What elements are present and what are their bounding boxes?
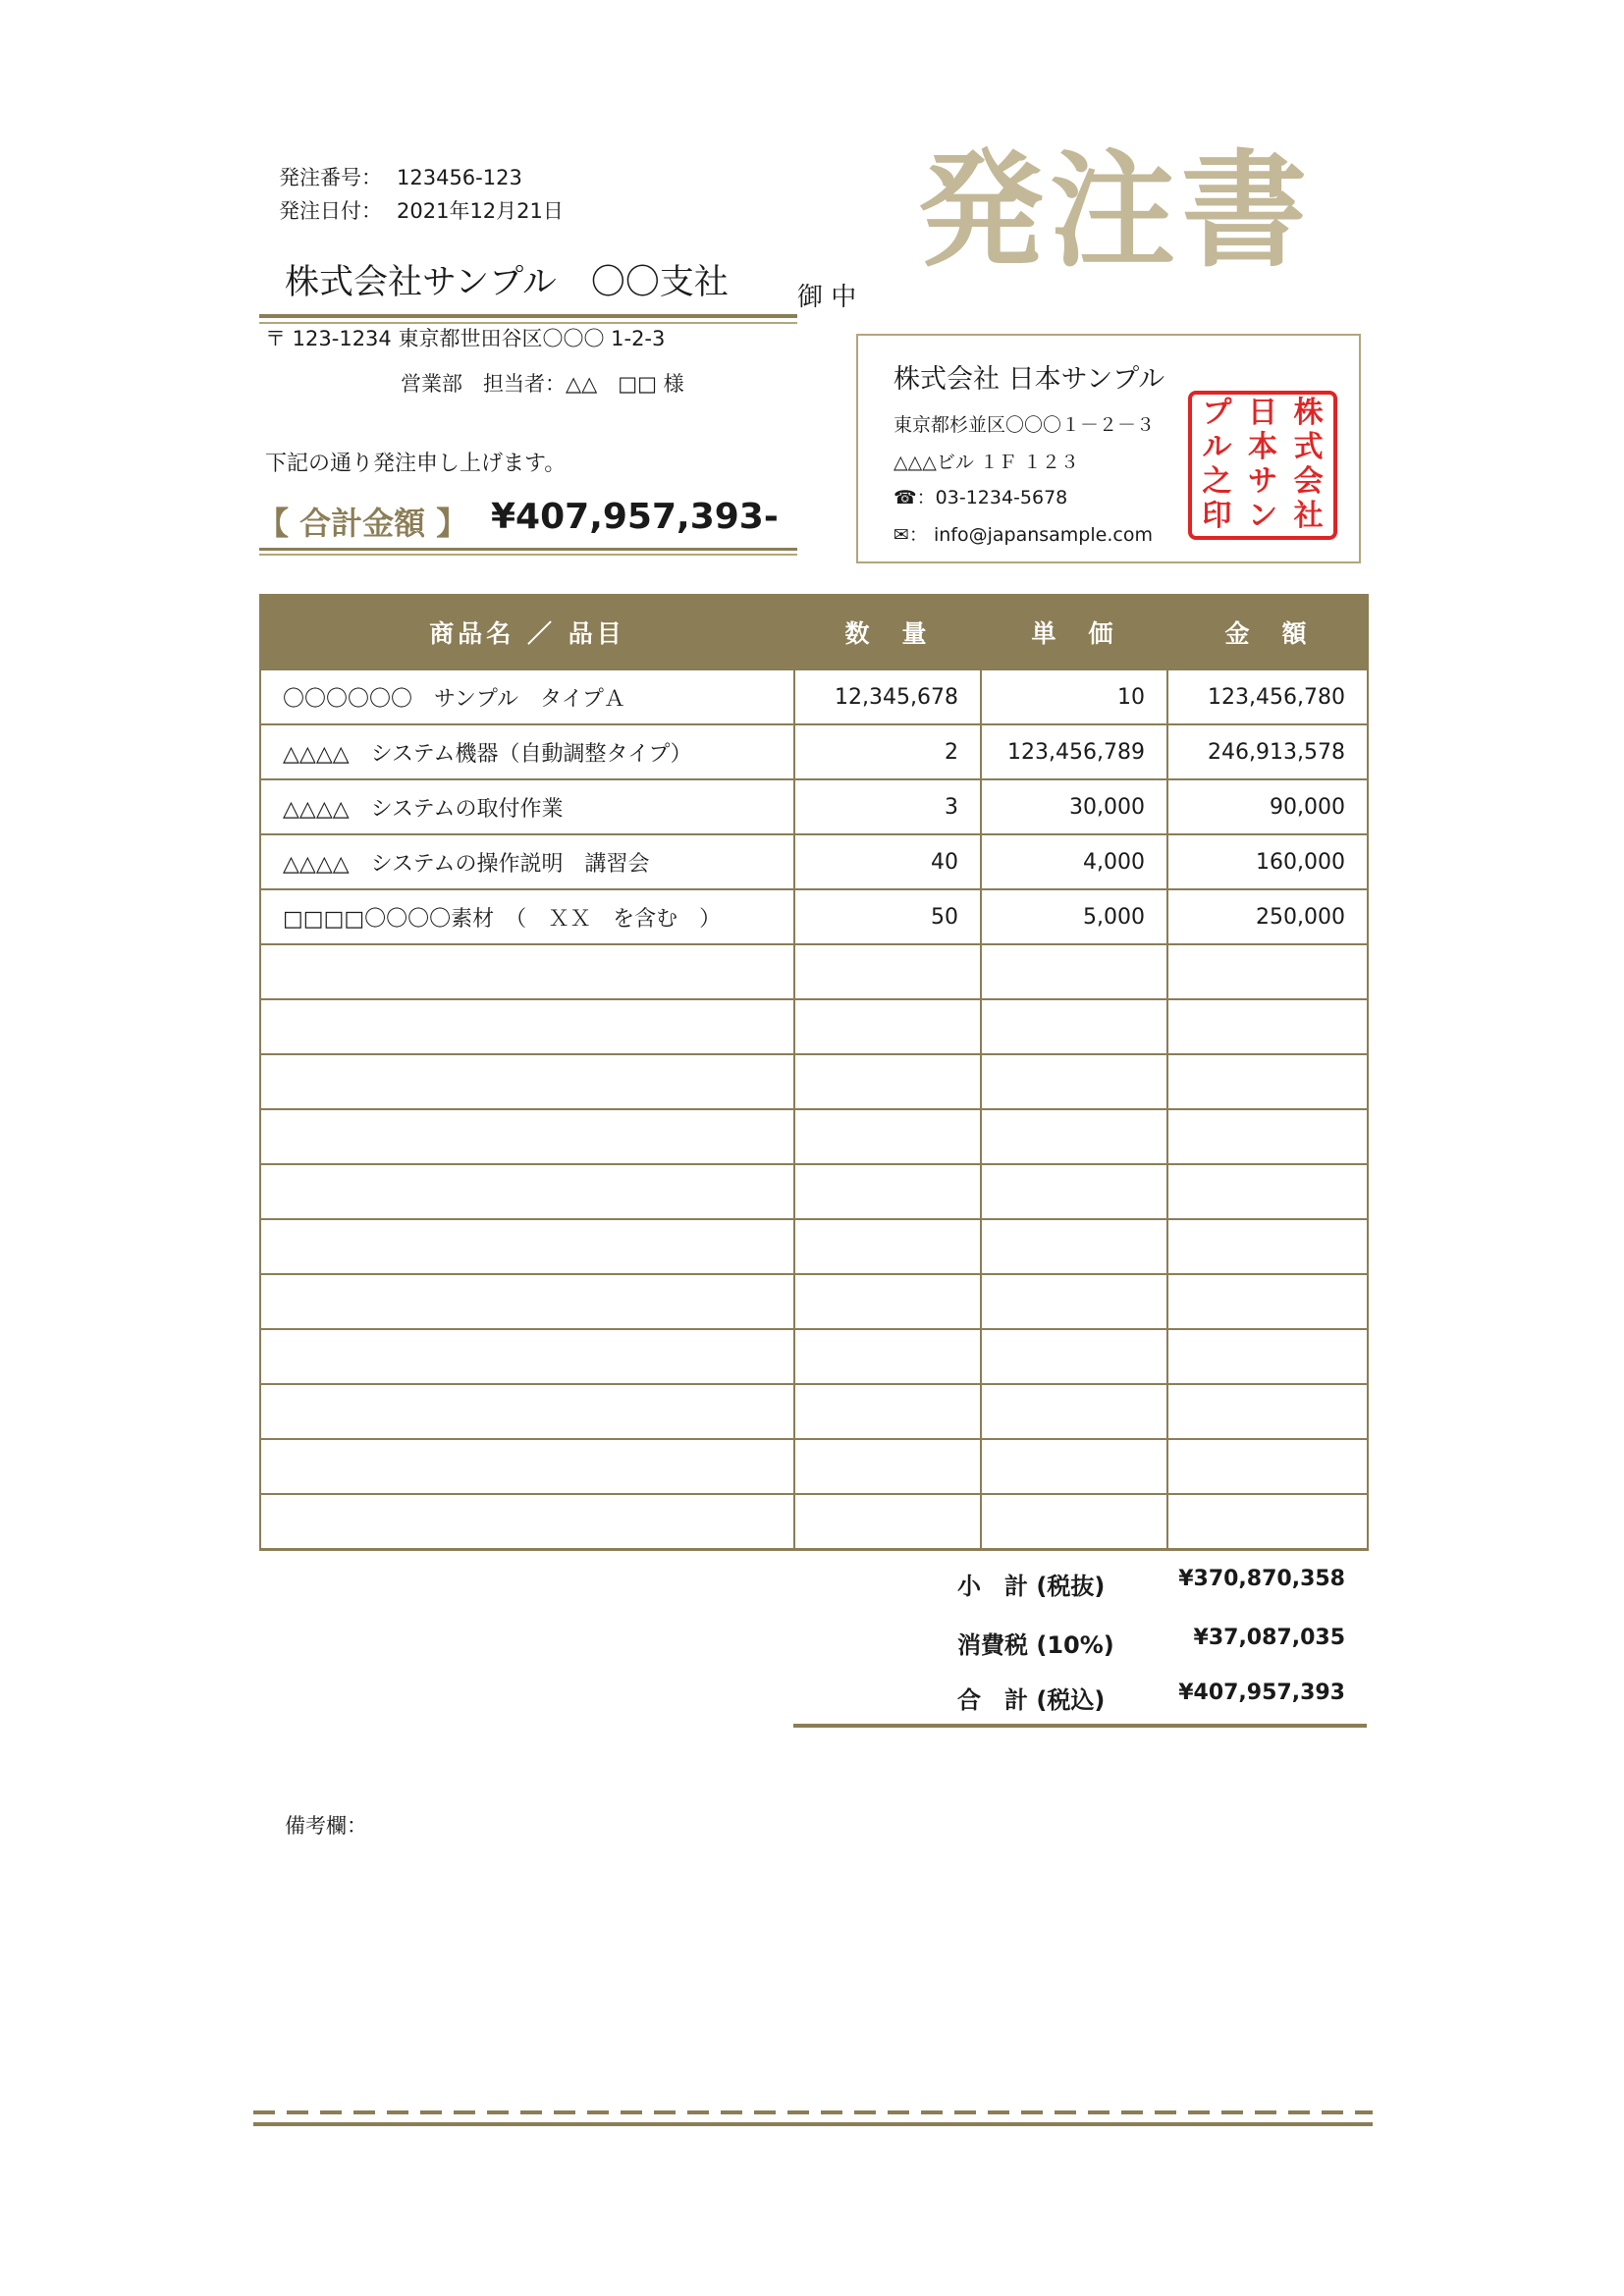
unit-price-cell bbox=[981, 1439, 1167, 1494]
seal-char: 日 bbox=[1248, 396, 1277, 430]
quantity-cell bbox=[794, 1384, 981, 1439]
table-row bbox=[260, 1164, 1368, 1219]
seal-char: 社 bbox=[1293, 499, 1324, 533]
sender-address-2: △△△ビル １Ｆ １２３ bbox=[893, 452, 1079, 473]
seal-char: 之 bbox=[1202, 464, 1232, 499]
amount-cell: 246,913,578 bbox=[1167, 724, 1368, 779]
seal-char: 印 bbox=[1202, 499, 1232, 533]
table-row bbox=[260, 1494, 1368, 1550]
seal-char: サ bbox=[1248, 464, 1277, 499]
unit-price-cell bbox=[981, 999, 1167, 1054]
seal-char: ル bbox=[1202, 430, 1232, 464]
item-name-cell bbox=[260, 1054, 794, 1109]
total-amount-label: 【 合計金額 】 bbox=[257, 505, 468, 542]
footer-dashed-line bbox=[253, 2110, 1373, 2114]
tax-row bbox=[957, 1626, 1345, 1659]
amount-cell bbox=[1167, 1329, 1368, 1384]
quantity-cell bbox=[794, 1109, 981, 1164]
item-name-cell: △△△△ システム機器（自動調整タイプ） bbox=[260, 724, 794, 779]
quantity-cell: 50 bbox=[794, 889, 981, 944]
amount-cell bbox=[1167, 1054, 1368, 1109]
quantity-cell: 3 bbox=[794, 779, 981, 834]
sender-address-1: 東京都杉並区〇〇〇１－２－３ bbox=[893, 414, 1156, 436]
amount-cell: 250,000 bbox=[1167, 889, 1368, 944]
quantity-cell bbox=[794, 1164, 981, 1219]
amount-cell: 160,000 bbox=[1167, 834, 1368, 889]
header-item-name: 商品名 ／ 品目 bbox=[260, 595, 794, 669]
header-quantity: 数 量 bbox=[794, 595, 981, 669]
seal-char: 株 bbox=[1293, 396, 1324, 430]
amount-cell bbox=[1167, 944, 1368, 999]
item-name-cell: △△△△ システムの取付作業 bbox=[260, 779, 794, 834]
table-header-row bbox=[260, 595, 1368, 669]
table-row bbox=[260, 1329, 1368, 1384]
item-name-cell bbox=[260, 1329, 794, 1384]
table-row bbox=[260, 669, 1368, 724]
table-row bbox=[260, 1384, 1368, 1439]
quantity-cell: 40 bbox=[794, 834, 981, 889]
tax-label: 消費税 (10%) bbox=[957, 1631, 1114, 1659]
table-row bbox=[260, 1439, 1368, 1494]
item-name-cell bbox=[260, 944, 794, 999]
seal-char: 会 bbox=[1293, 464, 1324, 499]
amount-cell bbox=[1167, 1219, 1368, 1274]
seal-char: 本 bbox=[1248, 430, 1277, 464]
quantity-cell bbox=[794, 1329, 981, 1384]
grand-total-label: 合 計 (税込) bbox=[957, 1686, 1106, 1714]
document-title: 発注書 bbox=[918, 137, 1314, 285]
unit-price-cell bbox=[981, 1164, 1167, 1219]
amount-cell bbox=[1167, 999, 1368, 1054]
item-name-cell bbox=[260, 999, 794, 1054]
sender-box bbox=[856, 334, 1361, 563]
sender-tel: ☎：03-1234-5678 bbox=[893, 487, 1068, 508]
unit-price-cell bbox=[981, 1494, 1167, 1550]
client-underline bbox=[259, 314, 797, 318]
order-number: 123456-123 bbox=[397, 166, 522, 189]
unit-price-cell: 4,000 bbox=[981, 834, 1167, 889]
table-row bbox=[260, 724, 1368, 779]
amount-cell: 123,456,780 bbox=[1167, 669, 1368, 724]
notes-label: 備考欄： bbox=[285, 1814, 367, 1838]
header-unit-price: 単 価 bbox=[981, 595, 1167, 669]
quantity-cell bbox=[794, 1219, 981, 1274]
client-contact: 営業部 担当者：△△ □□ 様 bbox=[401, 372, 684, 396]
order-date-label: 発注日付： bbox=[279, 199, 382, 223]
table-row bbox=[260, 889, 1368, 944]
unit-price-cell bbox=[981, 944, 1167, 999]
amount-cell bbox=[1167, 1384, 1368, 1439]
subtotal-label: 小 計 (税抜) bbox=[957, 1573, 1106, 1600]
item-name-cell bbox=[260, 1164, 794, 1219]
order-date: 2021年12月21日 bbox=[397, 199, 564, 223]
client-honorific: 御 中 bbox=[797, 283, 857, 312]
table-row bbox=[260, 944, 1368, 999]
table-row bbox=[260, 1274, 1368, 1329]
subtotal-row bbox=[957, 1567, 1345, 1600]
unit-price-cell bbox=[981, 1274, 1167, 1329]
items-table bbox=[259, 594, 1369, 1551]
item-name-cell: △△△△ システムの操作説明 講習会 bbox=[260, 834, 794, 889]
item-name-cell bbox=[260, 1109, 794, 1164]
item-name-cell: □□□□〇〇〇〇素材 （ ＸＸ を含む ） bbox=[260, 889, 794, 944]
unit-price-cell: 5,000 bbox=[981, 889, 1167, 944]
grand-total-value: ¥407,957,393 bbox=[1178, 1681, 1345, 1705]
table-row bbox=[260, 1219, 1368, 1274]
grand-total-row bbox=[957, 1681, 1345, 1714]
amount-cell bbox=[1167, 1164, 1368, 1219]
unit-price-cell bbox=[981, 1329, 1167, 1384]
seal-char: 式 bbox=[1293, 430, 1324, 464]
item-name-cell: 〇〇〇〇〇〇 サンプル タイプＡ bbox=[260, 669, 794, 724]
amount-cell bbox=[1167, 1439, 1368, 1494]
subtotal-value: ¥370,870,358 bbox=[1178, 1567, 1345, 1591]
amount-cell: 90,000 bbox=[1167, 779, 1368, 834]
item-name-cell bbox=[260, 1494, 794, 1550]
sender-name: 株式会社 日本サンプル bbox=[893, 364, 1165, 395]
summary-underline bbox=[793, 1724, 1367, 1728]
unit-price-cell bbox=[981, 1109, 1167, 1164]
client-address: 〒 123-1234 東京都世田谷区〇〇〇 1-2-3 bbox=[265, 327, 666, 350]
table-row bbox=[260, 999, 1368, 1054]
item-name-cell bbox=[260, 1219, 794, 1274]
unit-price-cell bbox=[981, 1384, 1167, 1439]
unit-price-cell: 10 bbox=[981, 669, 1167, 724]
client-name: 株式会社サンプル 〇〇支社 bbox=[285, 263, 729, 302]
order-date-row bbox=[279, 194, 564, 228]
quantity-cell bbox=[794, 999, 981, 1054]
total-amount-value: ¥407,957,393- bbox=[491, 497, 779, 537]
table-row bbox=[260, 1054, 1368, 1109]
unit-price-cell bbox=[981, 1219, 1167, 1274]
order-number-label: 発注番号： bbox=[279, 166, 382, 189]
unit-price-cell: 30,000 bbox=[981, 779, 1167, 834]
amount-cell bbox=[1167, 1274, 1368, 1329]
quantity-cell bbox=[794, 1439, 981, 1494]
order-meta bbox=[279, 161, 564, 228]
amount-cell bbox=[1167, 1494, 1368, 1550]
footer-rule bbox=[253, 2122, 1373, 2126]
table-row bbox=[260, 1109, 1368, 1164]
header-amount: 金 額 bbox=[1167, 595, 1368, 669]
item-name-cell bbox=[260, 1384, 794, 1439]
quantity-cell bbox=[794, 1054, 981, 1109]
table-row bbox=[260, 834, 1368, 889]
company-seal-stamp bbox=[1188, 391, 1337, 540]
intro-text: 下記の通り発注申し上げます。 bbox=[265, 452, 567, 476]
total-underline-thin bbox=[259, 554, 797, 556]
unit-price-cell bbox=[981, 1054, 1167, 1109]
quantity-cell bbox=[794, 1494, 981, 1550]
seal-char: プ bbox=[1202, 396, 1232, 430]
item-name-cell bbox=[260, 1439, 794, 1494]
tax-value: ¥37,087,035 bbox=[1193, 1626, 1345, 1650]
order-number-row bbox=[279, 161, 564, 194]
quantity-cell bbox=[794, 944, 981, 999]
seal-char: ン bbox=[1248, 499, 1277, 533]
quantity-cell bbox=[794, 1274, 981, 1329]
amount-cell bbox=[1167, 1109, 1368, 1164]
quantity-cell: 2 bbox=[794, 724, 981, 779]
unit-price-cell: 123,456,789 bbox=[981, 724, 1167, 779]
quantity-cell: 12,345,678 bbox=[794, 669, 981, 724]
total-underline bbox=[259, 548, 797, 551]
sender-email: ✉： info@japansample.com bbox=[893, 524, 1153, 546]
table-row bbox=[260, 779, 1368, 834]
item-name-cell bbox=[260, 1274, 794, 1329]
